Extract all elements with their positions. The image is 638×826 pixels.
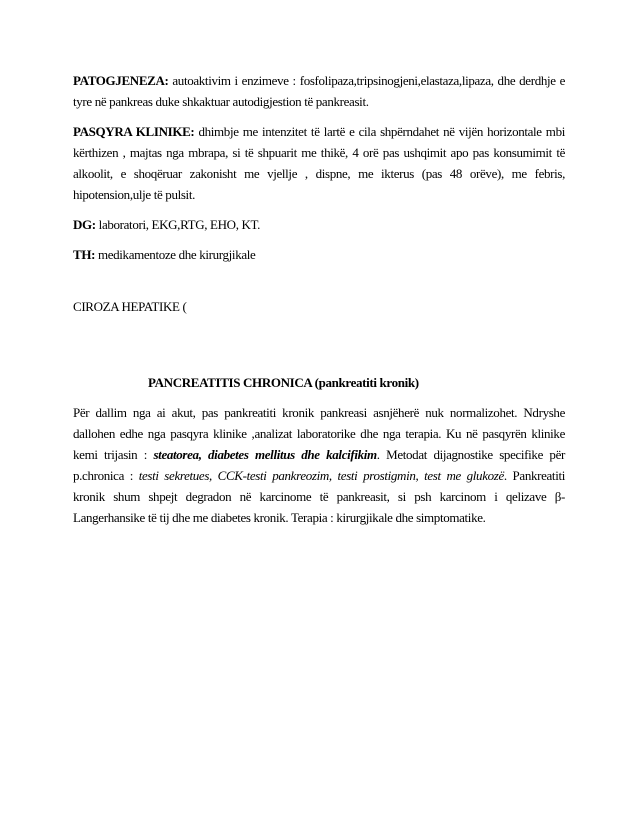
spacer [73,317,565,372]
pancreatitis-text-part2: . Metodat dijagnostike specifike për p.chronica : [73,447,565,483]
pancreatitis-tests: testi sekretues, CCK-testi pankreozim, testi prostigmin, test me glukozë [138,468,504,483]
dg-paragraph [73,214,565,235]
pancreatitis-text-part1: Për dallim nga ai akut, pas pankreatiti kronik pankreasi asnjëherë nuk normalizohet. Ndryshe dallohen edhe nga pasqyra klinike ,analizat laboratorike dhe nga terapia. Ku në pasqyrën klinike kemi trijasin : [73,405,565,462]
pancreatitis-text-part3: . Pankreatiti kronik shum shpejt degradon në karcinome të pankreasit, si psh karcinom i qelizave β-Langerhansike të tij dhe me diabetes kronik. Terapia : kirurgjikale dhe simptomatike. [73,468,565,525]
dg-label: DG: [73,217,96,232]
patogjeneza-label: PATOGJENEZA: [73,73,169,88]
th-label: TH: [73,247,96,262]
ciroza-heading: CIROZA HEPATIKE ( [73,299,187,314]
document-page [73,70,565,537]
patogjeneza-text: autoaktivim i enzimeve : fosfolipaza,tripsinogjeni,elastaza,lipaza, dhe derdhje e tyre në pankreas duke shkaktuar autodigjestion të pankreasit. [73,73,565,109]
pancreatitis-triad: steatorea, diabetes mellitus dhe kalcifikim [153,447,377,462]
pancreatitis-paragraph [73,402,565,528]
pasqyra-klinike-paragraph [73,121,565,205]
pancreatitis-title: PANCREATITIS CHRONICA (pankreatiti kronik) [148,375,419,390]
th-paragraph [73,244,565,265]
pasqyra-klinike-text: dhimbje me intenzitet të lartë e cila shpërndahet në vijën horizontale mbi kërthizen , majtas nga mbrapa, si të shpuarit me thikë, 4 orë pas ushqimit apo pas konsumimit të alkoolit, e shoqëruar zakonisht me vjellje , dispne, me ikterus (pas 48 orëve), me febris, hipotension,ulje të pulsit. [73,124,565,202]
patogjeneza-paragraph [73,70,565,112]
dg-text: laboratori, EKG,RTG, EHO, KT. [95,217,261,232]
pasqyra-klinike-label: PASQYRA KLINIKE: [73,124,195,139]
spacer [73,274,565,296]
th-text: medikamentoze dhe kirurgjikale [95,247,256,262]
